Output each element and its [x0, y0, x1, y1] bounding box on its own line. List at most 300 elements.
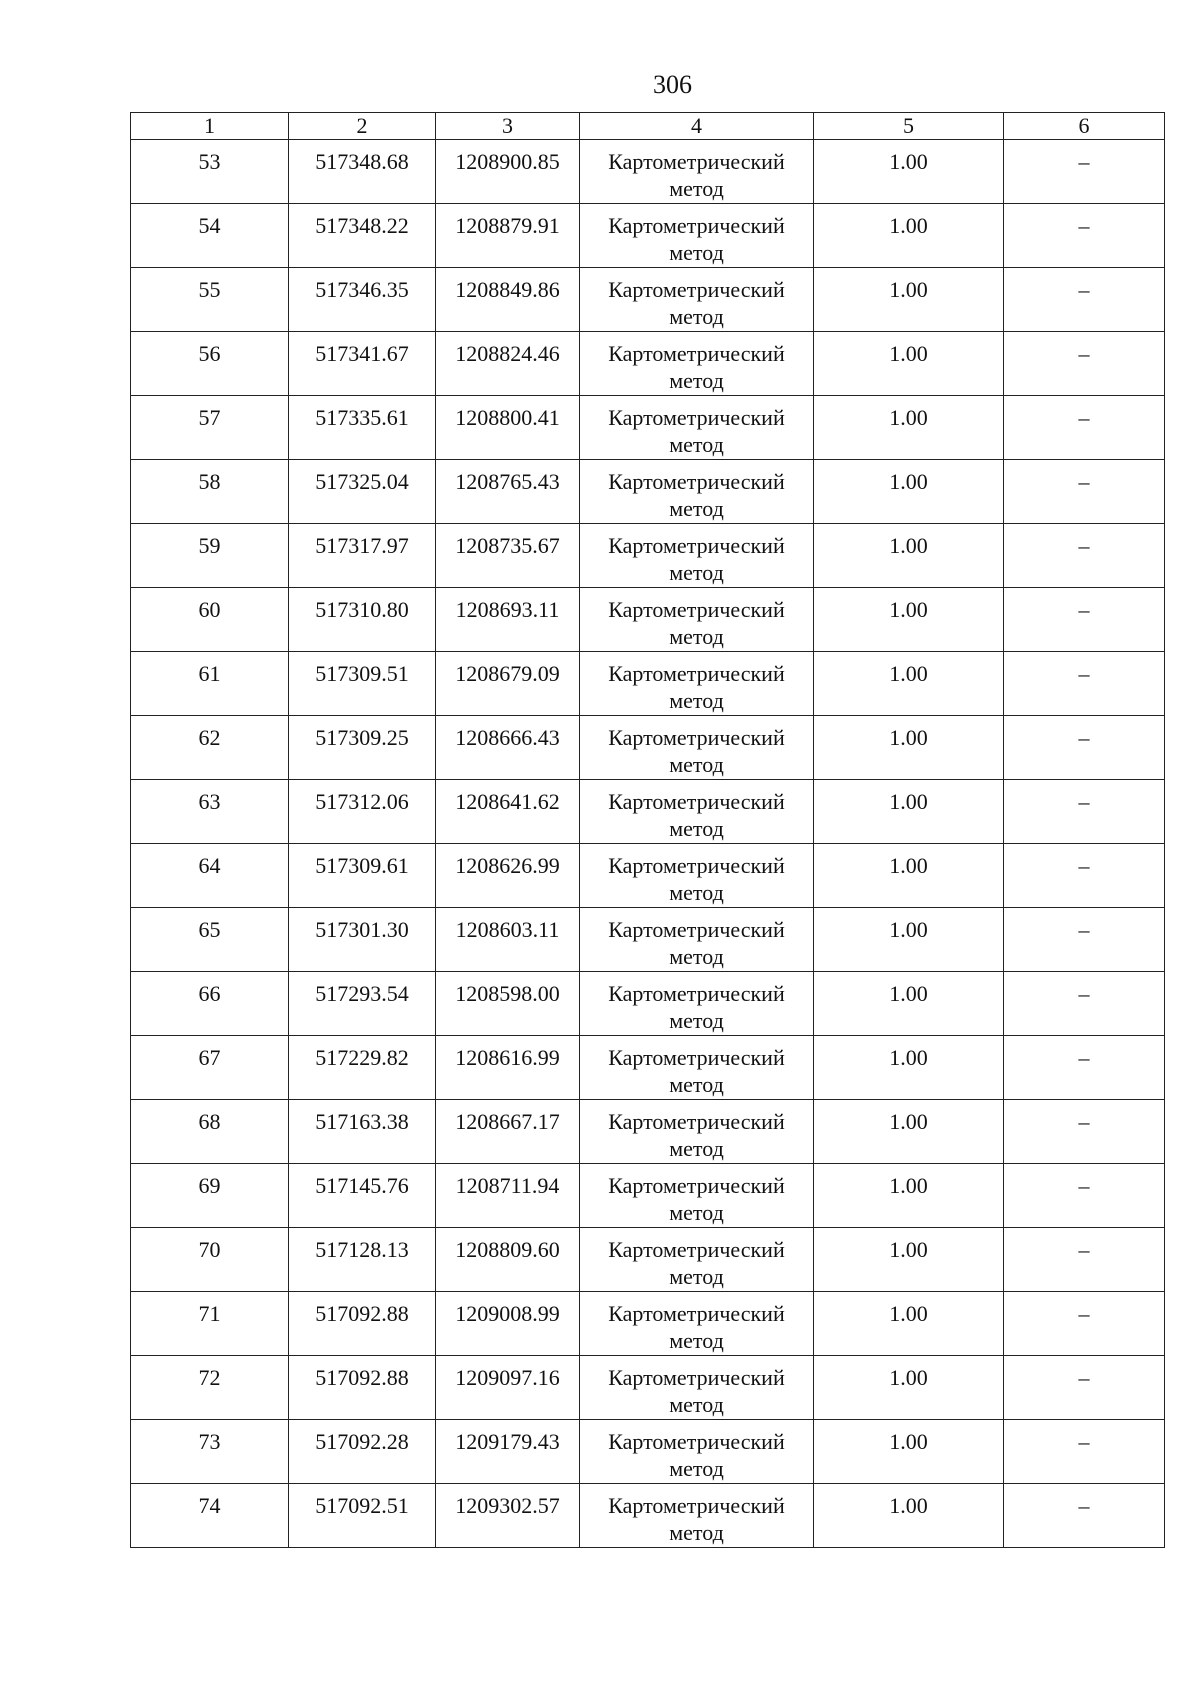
- accuracy-cell-text: 1.00: [889, 725, 928, 750]
- method-cell-text: метод: [669, 304, 724, 329]
- method-cell: [580, 140, 814, 204]
- note-cell: [1004, 588, 1165, 652]
- table-row: [131, 460, 1165, 524]
- point-number-cell-text: 66: [198, 981, 221, 1006]
- method-cell-text: метод: [669, 1520, 724, 1545]
- accuracy-cell: [814, 140, 1004, 204]
- method-cell: [580, 1036, 814, 1100]
- accuracy-cell-text: 1.00: [889, 213, 928, 238]
- y-coordinate-cell: [436, 396, 580, 460]
- method-cell: [580, 332, 814, 396]
- y-coordinate-cell-text: 1208679.09: [455, 661, 560, 686]
- table-row: [131, 588, 1165, 652]
- y-coordinate-cell: [436, 1100, 580, 1164]
- y-coordinate-cell: [436, 908, 580, 972]
- table-row: [131, 1356, 1165, 1420]
- note-cell: [1004, 1036, 1165, 1100]
- note-cell-text: –: [1078, 277, 1090, 302]
- accuracy-cell: [814, 1356, 1004, 1420]
- point-number-cell-text: 70: [198, 1237, 221, 1262]
- method-cell-text: Картометрический: [608, 1173, 785, 1198]
- point-number-cell: [131, 1164, 289, 1228]
- note-cell-text: –: [1078, 917, 1090, 942]
- y-coordinate-cell-text: 1208879.91: [455, 213, 560, 238]
- note-cell: [1004, 396, 1165, 460]
- x-coordinate-cell: [289, 972, 436, 1036]
- point-number-cell-text: 69: [198, 1173, 221, 1198]
- x-coordinate-cell: [289, 844, 436, 908]
- method-cell-text: Картометрический: [608, 533, 785, 558]
- column-header: 5: [814, 113, 1004, 140]
- method-cell: [580, 972, 814, 1036]
- table-row: [131, 268, 1165, 332]
- method-cell-text: метод: [669, 880, 724, 905]
- x-coordinate-cell-text: 517341.67: [315, 341, 409, 366]
- method-cell-text: метод: [669, 560, 724, 585]
- accuracy-cell: [814, 1036, 1004, 1100]
- note-cell-text: –: [1078, 981, 1090, 1006]
- table-row: [131, 1484, 1165, 1548]
- coordinates-table: [130, 112, 1165, 1548]
- note-cell-text: –: [1078, 341, 1090, 366]
- y-coordinate-cell: [436, 140, 580, 204]
- accuracy-cell: [814, 588, 1004, 652]
- method-cell-text: Картометрический: [608, 1109, 785, 1134]
- method-cell: [580, 844, 814, 908]
- point-number-cell-text: 63: [198, 789, 221, 814]
- x-coordinate-cell-text: 517092.88: [315, 1301, 409, 1326]
- accuracy-cell: [814, 844, 1004, 908]
- y-coordinate-cell-text: 1208667.17: [455, 1109, 560, 1134]
- method-cell-text: Картометрический: [608, 981, 785, 1006]
- accuracy-cell-text: 1.00: [889, 1045, 928, 1070]
- note-cell: [1004, 908, 1165, 972]
- note-cell-text: –: [1078, 1045, 1090, 1070]
- note-cell-text: –: [1078, 725, 1090, 750]
- x-coordinate-cell: [289, 1292, 436, 1356]
- accuracy-cell: [814, 716, 1004, 780]
- y-coordinate-cell: [436, 332, 580, 396]
- accuracy-cell-text: 1.00: [889, 981, 928, 1006]
- method-cell: [580, 1292, 814, 1356]
- table-body: [131, 140, 1165, 1548]
- x-coordinate-cell: [289, 716, 436, 780]
- method-cell-text: Картометрический: [608, 341, 785, 366]
- point-number-cell-text: 65: [198, 917, 221, 942]
- note-cell: [1004, 1292, 1165, 1356]
- x-coordinate-cell-text: 517346.35: [315, 277, 409, 302]
- accuracy-cell-text: 1.00: [889, 1429, 928, 1454]
- note-cell: [1004, 652, 1165, 716]
- accuracy-cell-text: 1.00: [889, 1301, 928, 1326]
- accuracy-cell-text: 1.00: [889, 341, 928, 366]
- accuracy-cell: [814, 332, 1004, 396]
- table-row: [131, 140, 1165, 204]
- point-number-cell: [131, 1036, 289, 1100]
- x-coordinate-cell: [289, 652, 436, 716]
- accuracy-cell-text: 1.00: [889, 853, 928, 878]
- method-cell: [580, 588, 814, 652]
- accuracy-cell: [814, 524, 1004, 588]
- x-coordinate-cell-text: 517325.04: [315, 469, 409, 494]
- point-number-cell: [131, 972, 289, 1036]
- x-coordinate-cell-text: 517301.30: [315, 917, 409, 942]
- x-coordinate-cell: [289, 204, 436, 268]
- y-coordinate-cell-text: 1208800.41: [455, 405, 560, 430]
- method-cell-text: метод: [669, 944, 724, 969]
- y-coordinate-cell-text: 1208900.85: [455, 149, 560, 174]
- accuracy-cell: [814, 204, 1004, 268]
- x-coordinate-cell-text: 517092.88: [315, 1365, 409, 1390]
- note-cell-text: –: [1078, 405, 1090, 430]
- x-coordinate-cell-text: 517293.54: [315, 981, 409, 1006]
- y-coordinate-cell-text: 1208711.94: [455, 1173, 560, 1198]
- x-coordinate-cell-text: 517128.13: [315, 1237, 409, 1262]
- table-row: [131, 908, 1165, 972]
- accuracy-cell-text: 1.00: [889, 149, 928, 174]
- method-cell-text: метод: [669, 496, 724, 521]
- note-cell-text: –: [1078, 1365, 1090, 1390]
- y-coordinate-cell-text: 1208765.43: [455, 469, 560, 494]
- method-cell-text: метод: [669, 688, 724, 713]
- accuracy-cell-text: 1.00: [889, 405, 928, 430]
- y-coordinate-cell-text: 1208735.67: [455, 533, 560, 558]
- x-coordinate-cell: [289, 1420, 436, 1484]
- method-cell-text: Картометрический: [608, 1045, 785, 1070]
- point-number-cell: [131, 716, 289, 780]
- x-coordinate-cell: [289, 1036, 436, 1100]
- point-number-cell: [131, 780, 289, 844]
- note-cell: [1004, 844, 1165, 908]
- method-cell-text: Картометрический: [608, 213, 785, 238]
- method-cell-text: метод: [669, 1008, 724, 1033]
- x-coordinate-cell: [289, 524, 436, 588]
- method-cell: [580, 1484, 814, 1548]
- note-cell-text: –: [1078, 1301, 1090, 1326]
- point-number-cell: [131, 524, 289, 588]
- point-number-cell-text: 62: [198, 725, 221, 750]
- x-coordinate-cell: [289, 1484, 436, 1548]
- note-cell: [1004, 460, 1165, 524]
- method-cell: [580, 460, 814, 524]
- point-number-cell: [131, 588, 289, 652]
- point-number-cell: [131, 1292, 289, 1356]
- note-cell: [1004, 1484, 1165, 1548]
- accuracy-cell-text: 1.00: [889, 533, 928, 558]
- x-coordinate-cell-text: 517348.22: [315, 213, 409, 238]
- method-cell: [580, 716, 814, 780]
- method-cell: [580, 1100, 814, 1164]
- table-row: [131, 1292, 1165, 1356]
- point-number-cell-text: 53: [198, 149, 221, 174]
- y-coordinate-cell: [436, 524, 580, 588]
- point-number-cell-text: 74: [198, 1493, 221, 1518]
- x-coordinate-cell-text: 517310.80: [315, 597, 409, 622]
- x-coordinate-cell: [289, 1100, 436, 1164]
- y-coordinate-cell-text: 1208616.99: [455, 1045, 560, 1070]
- point-number-cell: [131, 1420, 289, 1484]
- x-coordinate-cell-text: 517309.51: [315, 661, 409, 686]
- note-cell: [1004, 140, 1165, 204]
- method-cell: [580, 1420, 814, 1484]
- method-cell: [580, 1164, 814, 1228]
- note-cell: [1004, 1100, 1165, 1164]
- point-number-cell: [131, 140, 289, 204]
- y-coordinate-cell: [436, 1164, 580, 1228]
- accuracy-cell: [814, 652, 1004, 716]
- method-cell-text: метод: [669, 1136, 724, 1161]
- column-header: 6: [1004, 113, 1165, 140]
- method-cell-text: Картометрический: [608, 597, 785, 622]
- x-coordinate-cell: [289, 588, 436, 652]
- method-cell: [580, 652, 814, 716]
- point-number-cell-text: 73: [198, 1429, 221, 1454]
- y-coordinate-cell: [436, 1484, 580, 1548]
- y-coordinate-cell: [436, 1036, 580, 1100]
- table-row: [131, 1228, 1165, 1292]
- note-cell-text: –: [1078, 1173, 1090, 1198]
- y-coordinate-cell-text: 1208849.86: [455, 277, 560, 302]
- y-coordinate-cell: [436, 588, 580, 652]
- accuracy-cell: [814, 780, 1004, 844]
- point-number-cell-text: 59: [198, 533, 221, 558]
- y-coordinate-cell: [436, 1356, 580, 1420]
- method-cell-text: метод: [669, 1456, 724, 1481]
- method-cell-text: метод: [669, 752, 724, 777]
- table-row: [131, 1164, 1165, 1228]
- accuracy-cell: [814, 1420, 1004, 1484]
- x-coordinate-cell-text: 517309.61: [315, 853, 409, 878]
- note-cell: [1004, 1356, 1165, 1420]
- point-number-cell-text: 54: [198, 213, 221, 238]
- table-row: [131, 396, 1165, 460]
- point-number-cell-text: 55: [198, 277, 221, 302]
- method-cell: [580, 396, 814, 460]
- note-cell: [1004, 780, 1165, 844]
- method-cell-text: метод: [669, 1200, 724, 1225]
- note-cell: [1004, 1164, 1165, 1228]
- note-cell: [1004, 204, 1165, 268]
- point-number-cell: [131, 844, 289, 908]
- note-cell-text: –: [1078, 1493, 1090, 1518]
- note-cell-text: –: [1078, 789, 1090, 814]
- method-cell-text: Картометрический: [608, 1493, 785, 1518]
- x-coordinate-cell: [289, 460, 436, 524]
- point-number-cell-text: 64: [198, 853, 221, 878]
- method-cell-text: Картометрический: [608, 1429, 785, 1454]
- y-coordinate-cell: [436, 844, 580, 908]
- method-cell-text: метод: [669, 816, 724, 841]
- y-coordinate-cell: [436, 972, 580, 1036]
- table-row: [131, 1100, 1165, 1164]
- note-cell-text: –: [1078, 853, 1090, 878]
- point-number-cell-text: 58: [198, 469, 221, 494]
- y-coordinate-cell-text: 1209008.99: [455, 1301, 560, 1326]
- method-cell: [580, 780, 814, 844]
- accuracy-cell-text: 1.00: [889, 1237, 928, 1262]
- y-coordinate-cell-text: 1208603.11: [455, 917, 560, 942]
- method-cell-text: метод: [669, 624, 724, 649]
- x-coordinate-cell-text: 517145.76: [315, 1173, 409, 1198]
- accuracy-cell: [814, 1484, 1004, 1548]
- accuracy-cell-text: 1.00: [889, 1365, 928, 1390]
- point-number-cell: [131, 332, 289, 396]
- note-cell: [1004, 332, 1165, 396]
- accuracy-cell-text: 1.00: [889, 597, 928, 622]
- accuracy-cell-text: 1.00: [889, 1109, 928, 1134]
- method-cell-text: метод: [669, 1072, 724, 1097]
- table-row: [131, 332, 1165, 396]
- method-cell-text: Картометрический: [608, 1365, 785, 1390]
- x-coordinate-cell-text: 517092.51: [315, 1493, 409, 1518]
- y-coordinate-cell: [436, 716, 580, 780]
- point-number-cell-text: 56: [198, 341, 221, 366]
- y-coordinate-cell: [436, 460, 580, 524]
- method-cell-text: Картометрический: [608, 469, 785, 494]
- x-coordinate-cell: [289, 396, 436, 460]
- point-number-cell-text: 67: [198, 1045, 221, 1070]
- accuracy-cell: [814, 396, 1004, 460]
- method-cell-text: Картометрический: [608, 853, 785, 878]
- method-cell: [580, 268, 814, 332]
- method-cell: [580, 1356, 814, 1420]
- y-coordinate-cell: [436, 204, 580, 268]
- table-row: [131, 1420, 1165, 1484]
- accuracy-cell: [814, 1228, 1004, 1292]
- point-number-cell: [131, 268, 289, 332]
- y-coordinate-cell: [436, 780, 580, 844]
- point-number-cell: [131, 652, 289, 716]
- method-cell-text: Картометрический: [608, 277, 785, 302]
- point-number-cell: [131, 1100, 289, 1164]
- method-cell-text: Картометрический: [608, 1301, 785, 1326]
- page-number: 306: [653, 70, 692, 99]
- point-number-cell-text: 60: [198, 597, 221, 622]
- y-coordinate-cell-text: 1208598.00: [455, 981, 560, 1006]
- table-header-row: [131, 113, 1165, 140]
- note-cell: [1004, 972, 1165, 1036]
- x-coordinate-cell-text: 517312.06: [315, 789, 409, 814]
- x-coordinate-cell: [289, 908, 436, 972]
- x-coordinate-cell-text: 517229.82: [315, 1045, 409, 1070]
- table-row: [131, 524, 1165, 588]
- method-cell-text: Картометрический: [608, 661, 785, 686]
- method-cell-text: метод: [669, 432, 724, 457]
- x-coordinate-cell: [289, 1164, 436, 1228]
- method-cell-text: метод: [669, 368, 724, 393]
- method-cell: [580, 1228, 814, 1292]
- note-cell: [1004, 1228, 1165, 1292]
- point-number-cell: [131, 204, 289, 268]
- accuracy-cell: [814, 460, 1004, 524]
- point-number-cell: [131, 396, 289, 460]
- accuracy-cell: [814, 1100, 1004, 1164]
- table-row: [131, 716, 1165, 780]
- x-coordinate-cell: [289, 140, 436, 204]
- x-coordinate-cell: [289, 1228, 436, 1292]
- method-cell-text: Картометрический: [608, 789, 785, 814]
- point-number-cell: [131, 1356, 289, 1420]
- y-coordinate-cell-text: 1209097.16: [455, 1365, 560, 1390]
- accuracy-cell: [814, 908, 1004, 972]
- table-row: [131, 652, 1165, 716]
- note-cell: [1004, 1420, 1165, 1484]
- x-coordinate-cell-text: 517163.38: [315, 1109, 409, 1134]
- y-coordinate-cell-text: 1208626.99: [455, 853, 560, 878]
- method-cell-text: метод: [669, 176, 724, 201]
- x-coordinate-cell-text: 517317.97: [315, 533, 409, 558]
- y-coordinate-cell: [436, 1420, 580, 1484]
- column-header: 1: [131, 113, 289, 140]
- method-cell-text: Картометрический: [608, 1237, 785, 1262]
- note-cell-text: –: [1078, 1429, 1090, 1454]
- accuracy-cell-text: 1.00: [889, 1493, 928, 1518]
- y-coordinate-cell-text: 1208809.60: [455, 1237, 560, 1262]
- note-cell-text: –: [1078, 1109, 1090, 1134]
- note-cell-text: –: [1078, 149, 1090, 174]
- note-cell: [1004, 524, 1165, 588]
- column-header: 2: [289, 113, 436, 140]
- x-coordinate-cell: [289, 1356, 436, 1420]
- y-coordinate-cell-text: 1208693.11: [455, 597, 560, 622]
- note-cell: [1004, 268, 1165, 332]
- accuracy-cell-text: 1.00: [889, 277, 928, 302]
- x-coordinate-cell-text: 517309.25: [315, 725, 409, 750]
- table-row: [131, 844, 1165, 908]
- y-coordinate-cell-text: 1209179.43: [455, 1429, 560, 1454]
- accuracy-cell-text: 1.00: [889, 917, 928, 942]
- method-cell-text: Картометрический: [608, 917, 785, 942]
- x-coordinate-cell: [289, 780, 436, 844]
- point-number-cell-text: 61: [198, 661, 221, 686]
- column-header: 3: [436, 113, 580, 140]
- x-coordinate-cell: [289, 268, 436, 332]
- method-cell-text: метод: [669, 1264, 724, 1289]
- table-row: [131, 204, 1165, 268]
- method-cell: [580, 908, 814, 972]
- table-row: [131, 780, 1165, 844]
- note-cell-text: –: [1078, 597, 1090, 622]
- accuracy-cell-text: 1.00: [889, 1173, 928, 1198]
- accuracy-cell-text: 1.00: [889, 661, 928, 686]
- point-number-cell-text: 71: [198, 1301, 221, 1326]
- accuracy-cell: [814, 268, 1004, 332]
- y-coordinate-cell-text: 1208641.62: [455, 789, 560, 814]
- y-coordinate-cell: [436, 1292, 580, 1356]
- method-cell-text: метод: [669, 1392, 724, 1417]
- point-number-cell: [131, 1484, 289, 1548]
- method-cell-text: Картометрический: [608, 725, 785, 750]
- y-coordinate-cell-text: 1208666.43: [455, 725, 560, 750]
- method-cell: [580, 204, 814, 268]
- x-coordinate-cell: [289, 332, 436, 396]
- table-row: [131, 972, 1165, 1036]
- method-cell: [580, 524, 814, 588]
- table-row: [131, 1036, 1165, 1100]
- point-number-cell-text: 68: [198, 1109, 221, 1134]
- note-cell-text: –: [1078, 469, 1090, 494]
- accuracy-cell-text: 1.00: [889, 469, 928, 494]
- column-header: 4: [580, 113, 814, 140]
- method-cell-text: метод: [669, 240, 724, 265]
- point-number-cell: [131, 460, 289, 524]
- y-coordinate-cell-text: 1209302.57: [455, 1493, 560, 1518]
- point-number-cell-text: 57: [198, 405, 221, 430]
- note-cell: [1004, 716, 1165, 780]
- y-coordinate-cell: [436, 652, 580, 716]
- x-coordinate-cell-text: 517335.61: [315, 405, 409, 430]
- accuracy-cell-text: 1.00: [889, 789, 928, 814]
